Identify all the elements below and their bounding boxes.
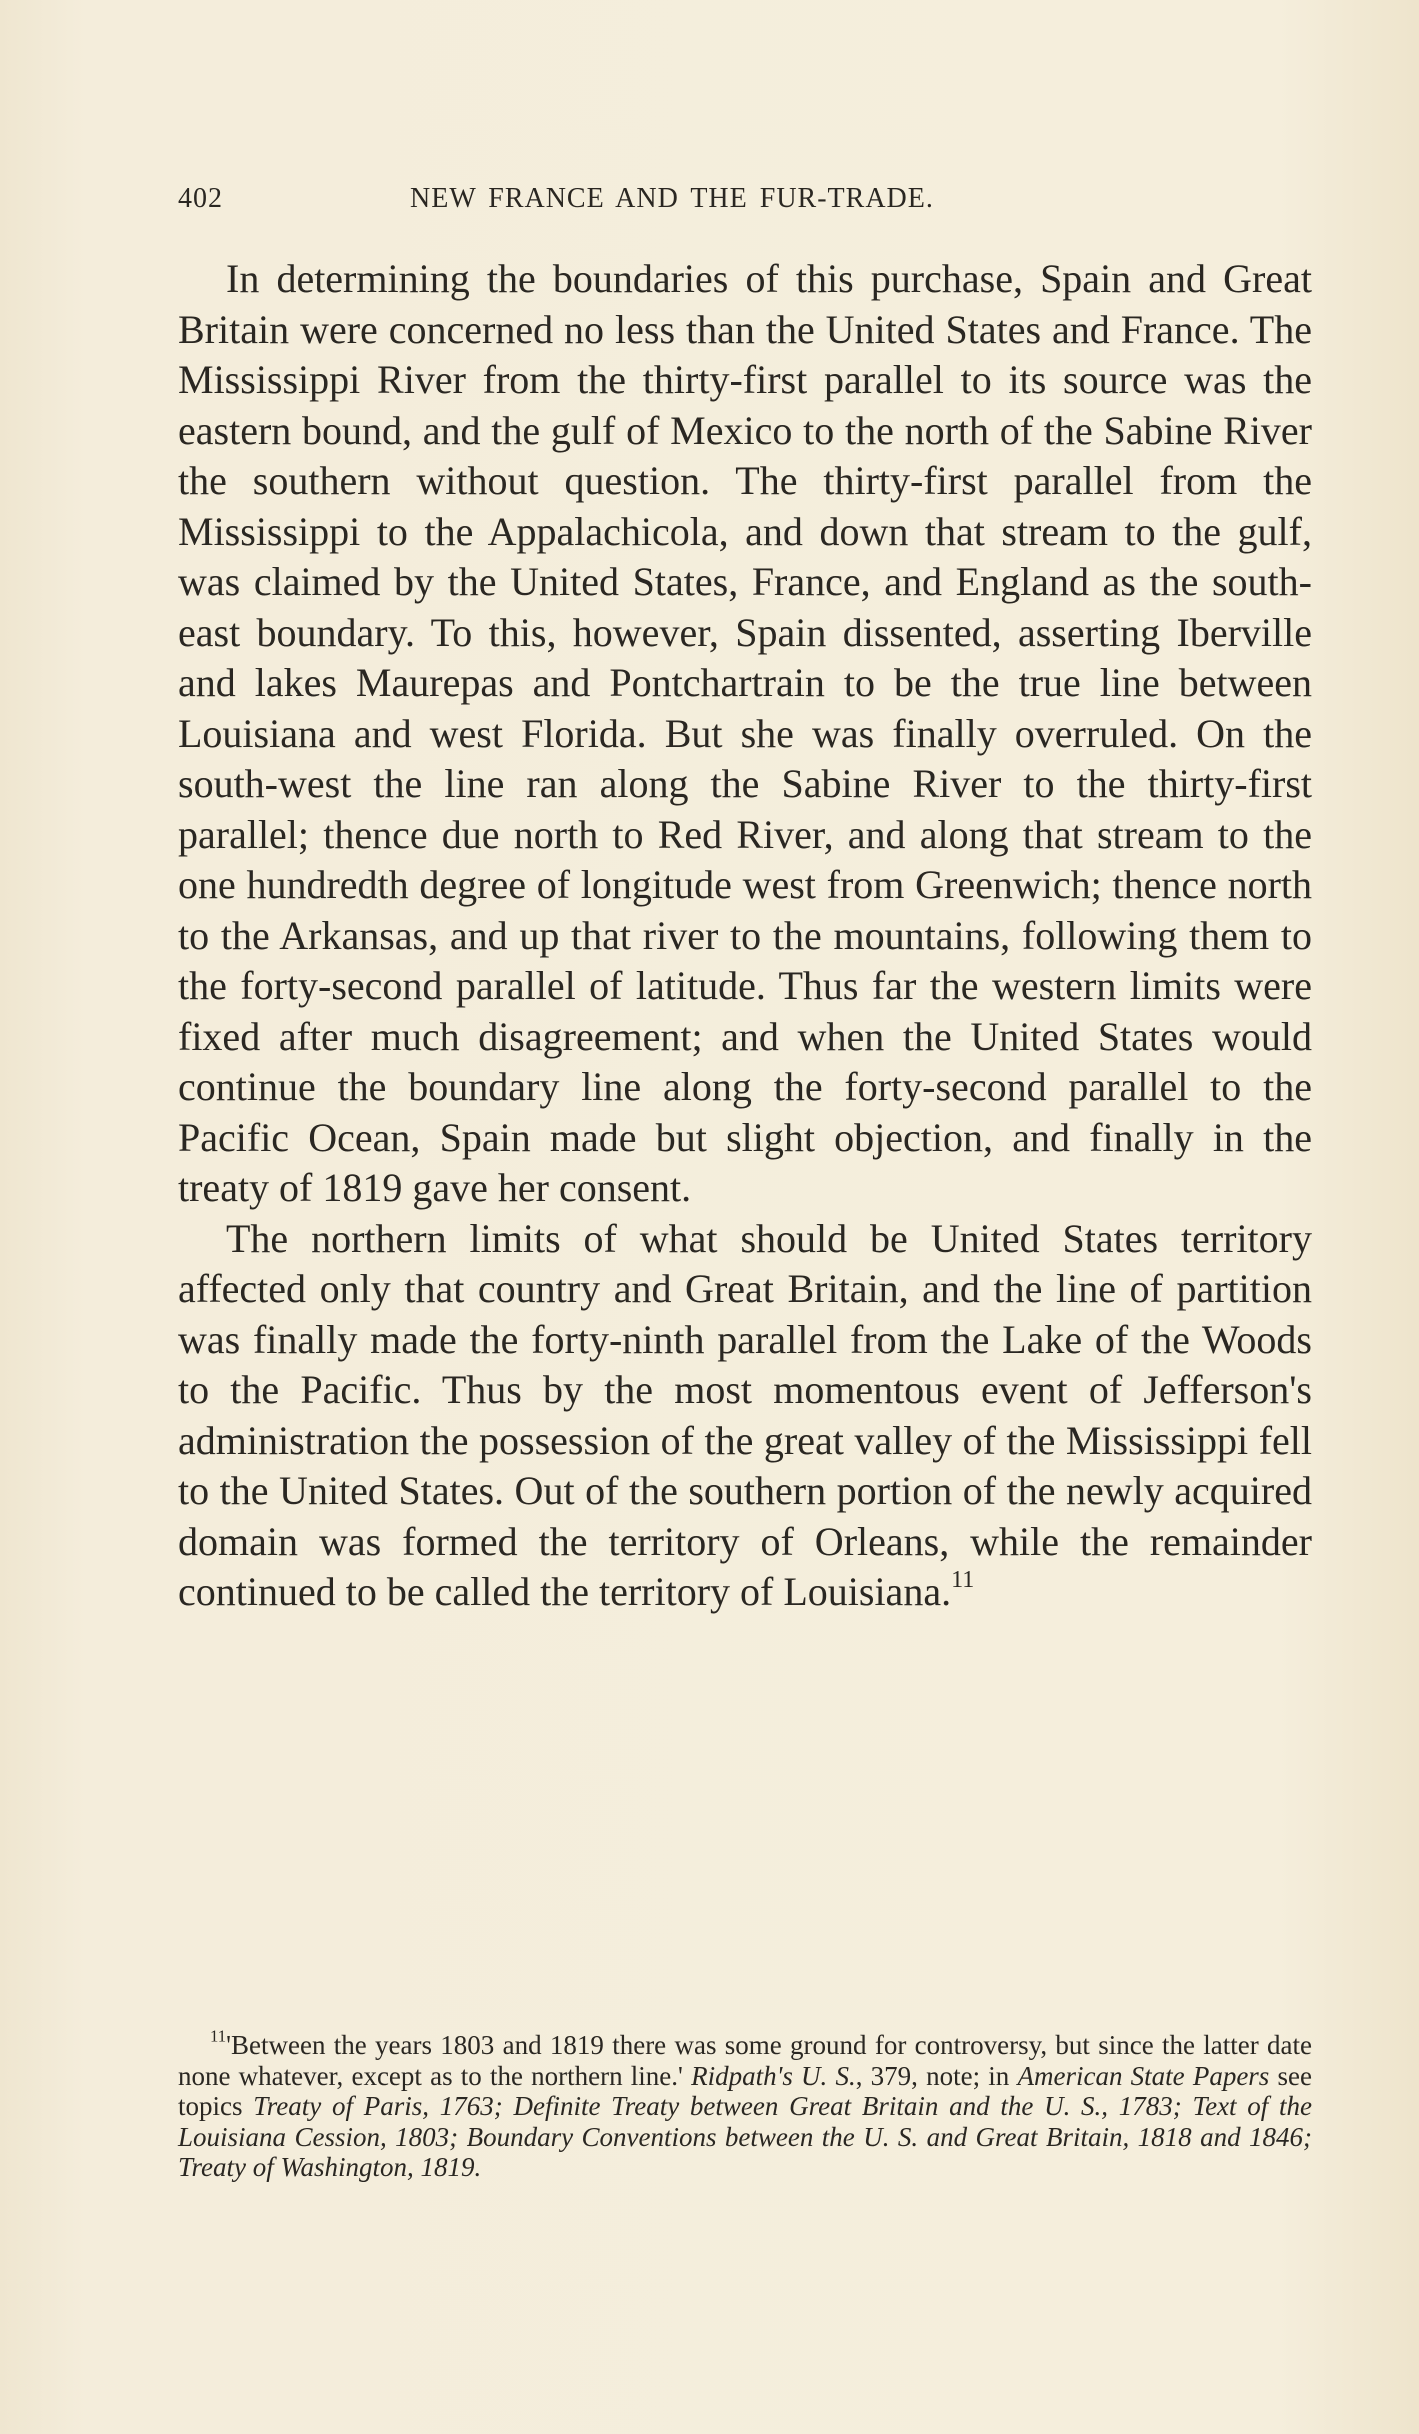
- body-text: [178, 254, 1312, 1618]
- footnote-citation-state-papers: American State Papers: [1017, 2060, 1270, 2091]
- footnote-quote: 'Between the years 1803 and 1819 there was some ground for controversy, but since the latter date none whatever, except as to the northern line.': [178, 2030, 1312, 2091]
- footnote-reference: 11: [951, 1567, 975, 1593]
- running-title: NEW FRANCE AND THE FUR-TRADE.: [410, 183, 934, 214]
- paragraph-northern-limits: [178, 1214, 1312, 1618]
- running-head: [178, 183, 1312, 223]
- paragraph-boundaries: In determining the boundaries of this purchase, Spain and Great Britain were concerned no less than the United States and France. The Mississippi River from the thirty-first parallel to its source was the eastern bound, and the gulf of Mexico to the north of the Sabine River the southern without question. The thirty-first parallel from the Mississippi to the Appalachicola, and down that stream to the gulf, was claimed by the United States, France, and England as the south-east boundary. To this, however, Spain dissented, asserting Iberville and lakes Maurepas and Pontchartrain to be the true line between Louisiana and west Florida. But she was finally overruled. On the south-west the line ran along the Sabine River to the thirty-first parallel; thence due north to Red River, and along that stream to the one hundredth degree of longitude west from Greenwich; thence north to the Arkansas, and up that river to the mountains, following them to the forty-second parallel of latitude. Thus far the western limits were fixed after much disagreement; and when the United States would continue the boundary line along the forty-second parallel to the Pacific Ocean, Spain made but slight objection, and finally in the treaty of 1819 gave her consent.: [178, 256, 1312, 1210]
- footnote-citation-ridpath: Ridpath's U. S.: [691, 2060, 856, 2091]
- paragraph-text: The northern limits of what should be United States territory affected only that country and Great Britain, and the line of partition was finally made the forty-ninth parallel from the Lake of the Woods to the Pacific. Thus by the most momentous event of Jefferson's administration the possession of the great valley of the Mississippi fell to the United States. Out of the southern portion of the newly acquired domain was formed the territory of Orleans, while the remainder continued to be called the territory of Louisiana.: [178, 1215, 1312, 1614]
- footnote: [178, 2026, 1313, 2183]
- footnote-marker: 11: [210, 2026, 227, 2046]
- page-number: 402: [178, 183, 223, 214]
- footnote-see-topics: see topics: [178, 2060, 1312, 2121]
- footnote-topic-list: Treaty of Paris, 1763; Definite Treaty between Great Britain and the U. S., 1783; Text of the Louisiana Cession, 1803; Boundary Conventions between the U. S. and Great Britain, 1818 and 1846; Treaty of Washington, 1819.: [178, 2091, 1313, 2182]
- footnote-citation-ridpath-detail: , 379, note; in: [855, 2060, 1010, 2091]
